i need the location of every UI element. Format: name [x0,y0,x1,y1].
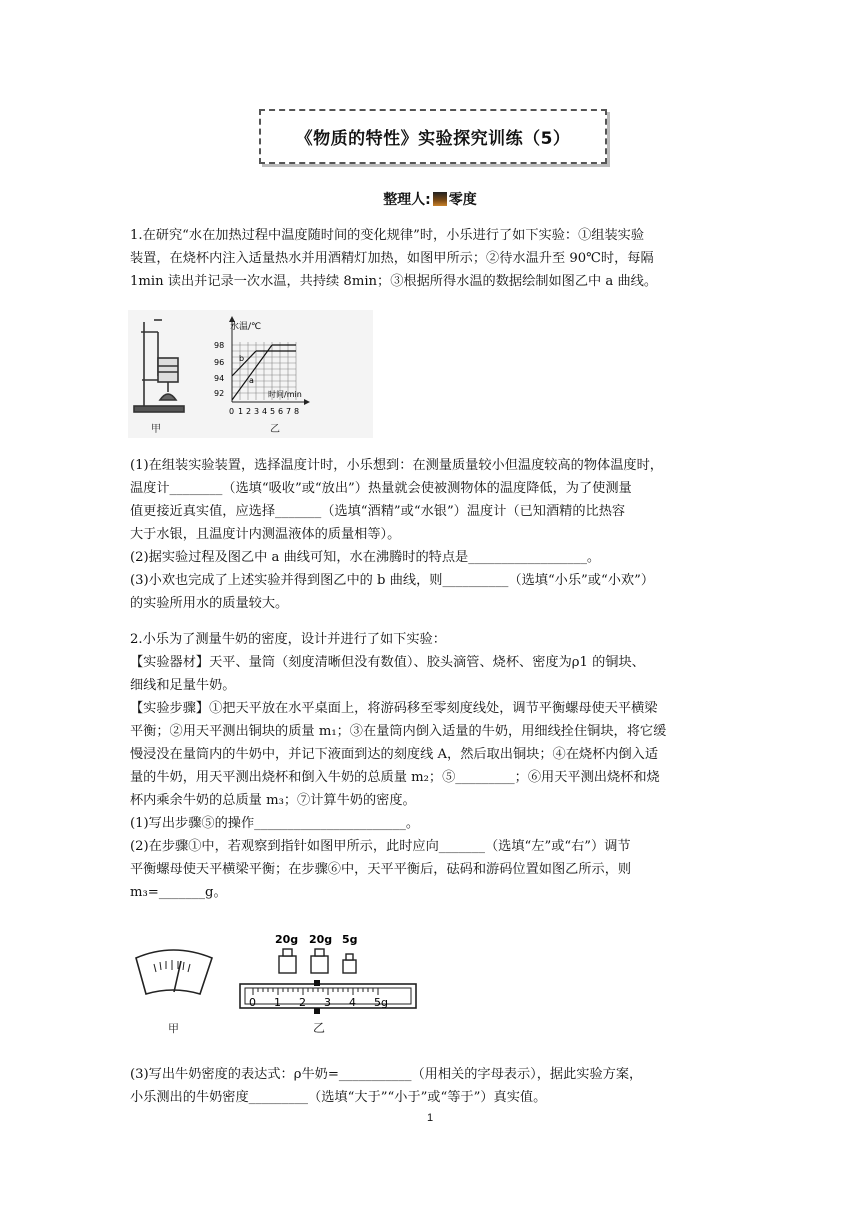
q1-sub-line: 值更接近真实值，应选择_______（选填“酒精”或“水银”）温度计（已知酒精的比热容 [130,504,626,519]
weight-label: 20g [275,933,299,946]
y-tick: 92 [214,389,225,398]
q2-sub-line: 小乐测出的牛奶密度_________（选填“大于”“小于”或“等于”）真实值。 [130,1090,547,1105]
q1-sub-line: (2)据实验过程及图乙中 a 曲线可知，水在沸腾时的特点是__________________。 [130,550,601,565]
figure-label-yi: 乙 [313,1021,326,1035]
q1-intro [130,224,730,293]
x-tick: 5 [270,407,276,416]
scale-tick: 1 [274,996,281,1009]
page-number: 1 [426,1112,434,1124]
x-tick: 8 [294,407,300,416]
q2-sub-line: (3)写出牛奶密度的表达式：ρ牛奶=___________（用相关的字母表示），据此实验方案， [130,1067,643,1082]
q2-line: 平衡螺母使天平横梁平衡；在步骤⑥中，天平平衡后，砝码和游码位置如图乙所示，则 [130,862,632,877]
weights-icon [279,949,356,973]
q2-line: m₃=_______g。 [130,885,227,900]
q1-figure [128,310,373,438]
q2-line: (1)写出步骤⑤的操作_______________________。 [130,816,420,831]
rider-scale [240,980,416,1014]
q1-sub-line: (1)在组装实验装置，选择温度计时，小乐想到：在测量质量较小但温度较高的物体温度时， [130,458,663,473]
q2-line: 【实验步骤】①把天平放在水平桌面上，将游码移至零刻度线处，调节平衡螺母使天平横梁 [130,701,658,716]
x-tick: 3 [254,407,260,416]
q1-sub-line: 温度计________（选填“吸收”或“放出”）热量就会使被测物体的温度降低，为了使测量 [130,481,632,496]
scale-tick: 4 [349,996,356,1009]
q1-line: 1min 读出并记录一次水温，共持续 8min；③根据所得水温的数据绘制如图乙中 a 曲线。 [130,274,658,289]
weight-label: 5g [342,933,358,946]
figure-label-jia: 甲 [168,1022,179,1035]
y-tick: 98 [214,341,225,350]
balance-pointer-icon [136,950,212,1035]
q2-line: 杯内乘余牛奶的总质量 m₃；⑦计算牛奶的密度。 [130,793,416,808]
x-tick: 0 [229,407,235,416]
editor-line [0,189,860,209]
q2-subquestions [130,1063,730,1109]
q2-line: 量的牛奶，用天平测出烧杯和倒入牛奶的总质量 m₂；⑤_________；⑥用天平测出烧杯和烧 [130,770,660,785]
q1-subquestions [130,454,730,615]
q2-line: 2.小乐为了测量牛奶的密度，设计并进行了如下实验： [130,632,446,647]
q2-line: 细线和足量牛奶。 [130,678,236,693]
x-tick: 1 [238,407,244,416]
q2-line: 慢浸没在量筒内的牛奶中，并记下液面到达的刻度线 A，然后取出铜块；④在烧杯内倒入适 [130,747,659,762]
x-tick: 4 [262,407,268,416]
figure-label-yi: 乙 [270,424,280,435]
q2-line: 【实验器材】天平、量筒（刻度清晰但没有数值）、胶头滴管、烧杯、密度为ρ1 的铜块、 [130,655,645,670]
scale-tick: 0 [249,996,256,1009]
q1-line: 1.在研究“水在加热过程中温度随时间的变化规律”时，小乐进行了如下实验：①组装实验 [130,228,644,243]
editor-label: 整理人: [383,192,431,208]
y-tick: 94 [214,374,225,383]
q1-sub-line: (3)小欢也完成了上述实验并得到图乙中的 b 曲线，则__________（选填“小乐”或“小欢”） [130,573,655,588]
q2-body [130,628,730,904]
q1-sub-line: 大于水银，且温度计内测温液体的质量相等）。 [130,527,401,542]
rider-top [314,980,320,986]
page-title: 《物质的特性》实验探究训练（5） [295,129,571,149]
curve-b-label: b [239,354,245,363]
q2-line: 平衡；②用天平测出铜块的质量 m₁；③在量筒内倒入适量的牛奶，用细线拴住铜块，将它缓 [130,724,667,739]
scale-tick: 5g [374,996,388,1009]
q2-line: (2)在步骤①中，若观察到指针如图甲所示，此时应向_______（选填“左”或“右”）调节 [130,839,631,854]
x-axis-label: 时间/min [268,390,302,399]
weight-label: 20g [309,933,333,946]
x-tick: 7 [286,407,292,416]
q2-figure [128,920,428,1045]
scale-tick: 2 [299,996,306,1009]
figure-label-jia: 甲 [151,424,161,435]
x-tick: 6 [278,407,284,416]
scale-tick: 3 [324,996,331,1009]
y-axis-label: 水温/℃ [230,322,262,332]
x-tick: 2 [246,407,252,416]
rider-bottom [314,1008,320,1014]
editor-logo-icon [433,192,447,206]
editor-name: 零度 [448,192,477,208]
y-tick: 96 [214,358,225,367]
q1-line: 装置，在烧杯内注入适量热水并用酒精灯加热，如图甲所示；②待水温升至 90℃时，每隔 [130,251,654,266]
curve-a-label: a [249,376,254,385]
q1-sub-line: 的实验所用水的质量较大。 [130,596,289,611]
title-box [259,109,607,164]
